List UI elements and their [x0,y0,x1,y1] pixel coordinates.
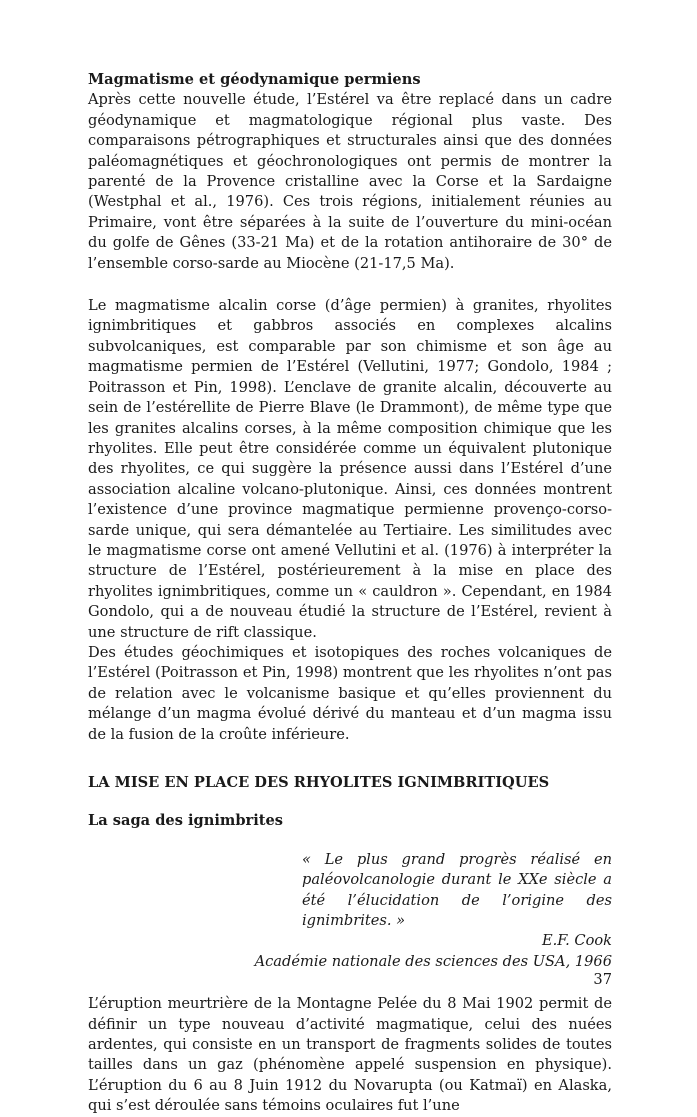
page-number: 37 [593,971,612,988]
paragraph-1: Après cette nouvelle étude, l’Estérel va être replacé dans un cadre géodynamique et magmatologique régional plus vaste. Des comparaisons pétrographiques et structurales ainsi que des données paléomagnétiques et géochronologiques ont permis de montrer la parenté de la Provence cristalline avec la Corse et la Sardaigne (Westphal et al., 1976). Ces trois régions, initialement réunies au Primaire, vont être séparées à la suite de l’ouverture du mini-océan du golfe de Gênes (33-21 Ma) et de la rotation antihoraire de 30° de l’ensemble corso-sarde au Miocène (21-17,5 Ma). [88,91,612,272]
paragraph-4: L’éruption meurtrière de la Montagne Pelée du 8 Mai 1902 permit de définir un type nouveau d’activité magmatique, celui des nuées ardentes, qui consiste en un transport de fragments solides de toutes tailles dans un gaz (phénomène appelé suspension en physique). L’éruption du 6 au 8 Juin 1912 du Novarupta (ou Katmaï) en Alaska, qui s’est déroulée sans témoins oculaires fut l’une [88,995,612,1115]
section-heading-rhyolites: LA MISE EN PLACE DES RHYOLITES IGNIMBRITIQUES [88,774,550,791]
quote-text: « Le plus grand progrès réalisé en paléovolcanologie durant le XXe siècle a été l’élucidation de l’origine des ignimbrites. » [302,850,612,930]
quote-author: E.F. Cook [541,932,612,950]
subheading-saga: La saga des ignimbrites [88,812,284,830]
epigraph-quote [302,850,612,952]
quote-source: Académie nationale des sciences des USA, 1966 [254,952,612,970]
section-heading-magmatisme: Magmatisme et géodynamique permiens [88,71,421,88]
page-body [88,70,612,1117]
paragraph-2: Le magmatisme alcalin corse (d’âge permien) à granites, rhyolites ignimbritiques et gabbros associés en complexes alcalins subvolcaniques, est comparable par son chimisme et son âge au magmatisme permien de l’Estérel (Vellutini, 1977; Gondolo, 1984 ; Poitrasson et Pin, 1998). L’enclave de granite alcalin, découverte au sein de l’estérellite de Pierre Blave (le Drammont), de même type que les granites alcalins corses, à la même composition chimique que les rhyolites. Elle peut être considérée comme un équivalent plutonique des rhyolites, ce qui suggère la présence aussi dans l’Estérel d’une association alcaline volcano-plutonique. Ainsi, ces données montrent l’existence d’une province magmatique permienne provenço-corso-sarde unique, qui sera démantelée au Tertiaire. Les similitudes avec le magmatisme corse ont amené Vellutini et al. (1976) à interpréter la structure de l’Estérel, postérieurement à la mise en place des rhyolites ignimbritiques, comme un « cauldron ». Cependant, en 1984 Gondolo, qui a de nouveau étudié la structure de l’Estérel, revient à une structure de rift classique. [88,297,612,641]
paragraph-3: Des études géochimiques et isotopiques des roches volcaniques de l’Estérel (Poitrasson et Pin, 1998) montrent que les rhyolites n’ont pas de relation avec le volcanisme basique et qu’elles proviennent du mélange d’un magma évolué dérivé du manteau et d’un magma issu de la fusion de la croûte inférieure. [88,643,612,743]
